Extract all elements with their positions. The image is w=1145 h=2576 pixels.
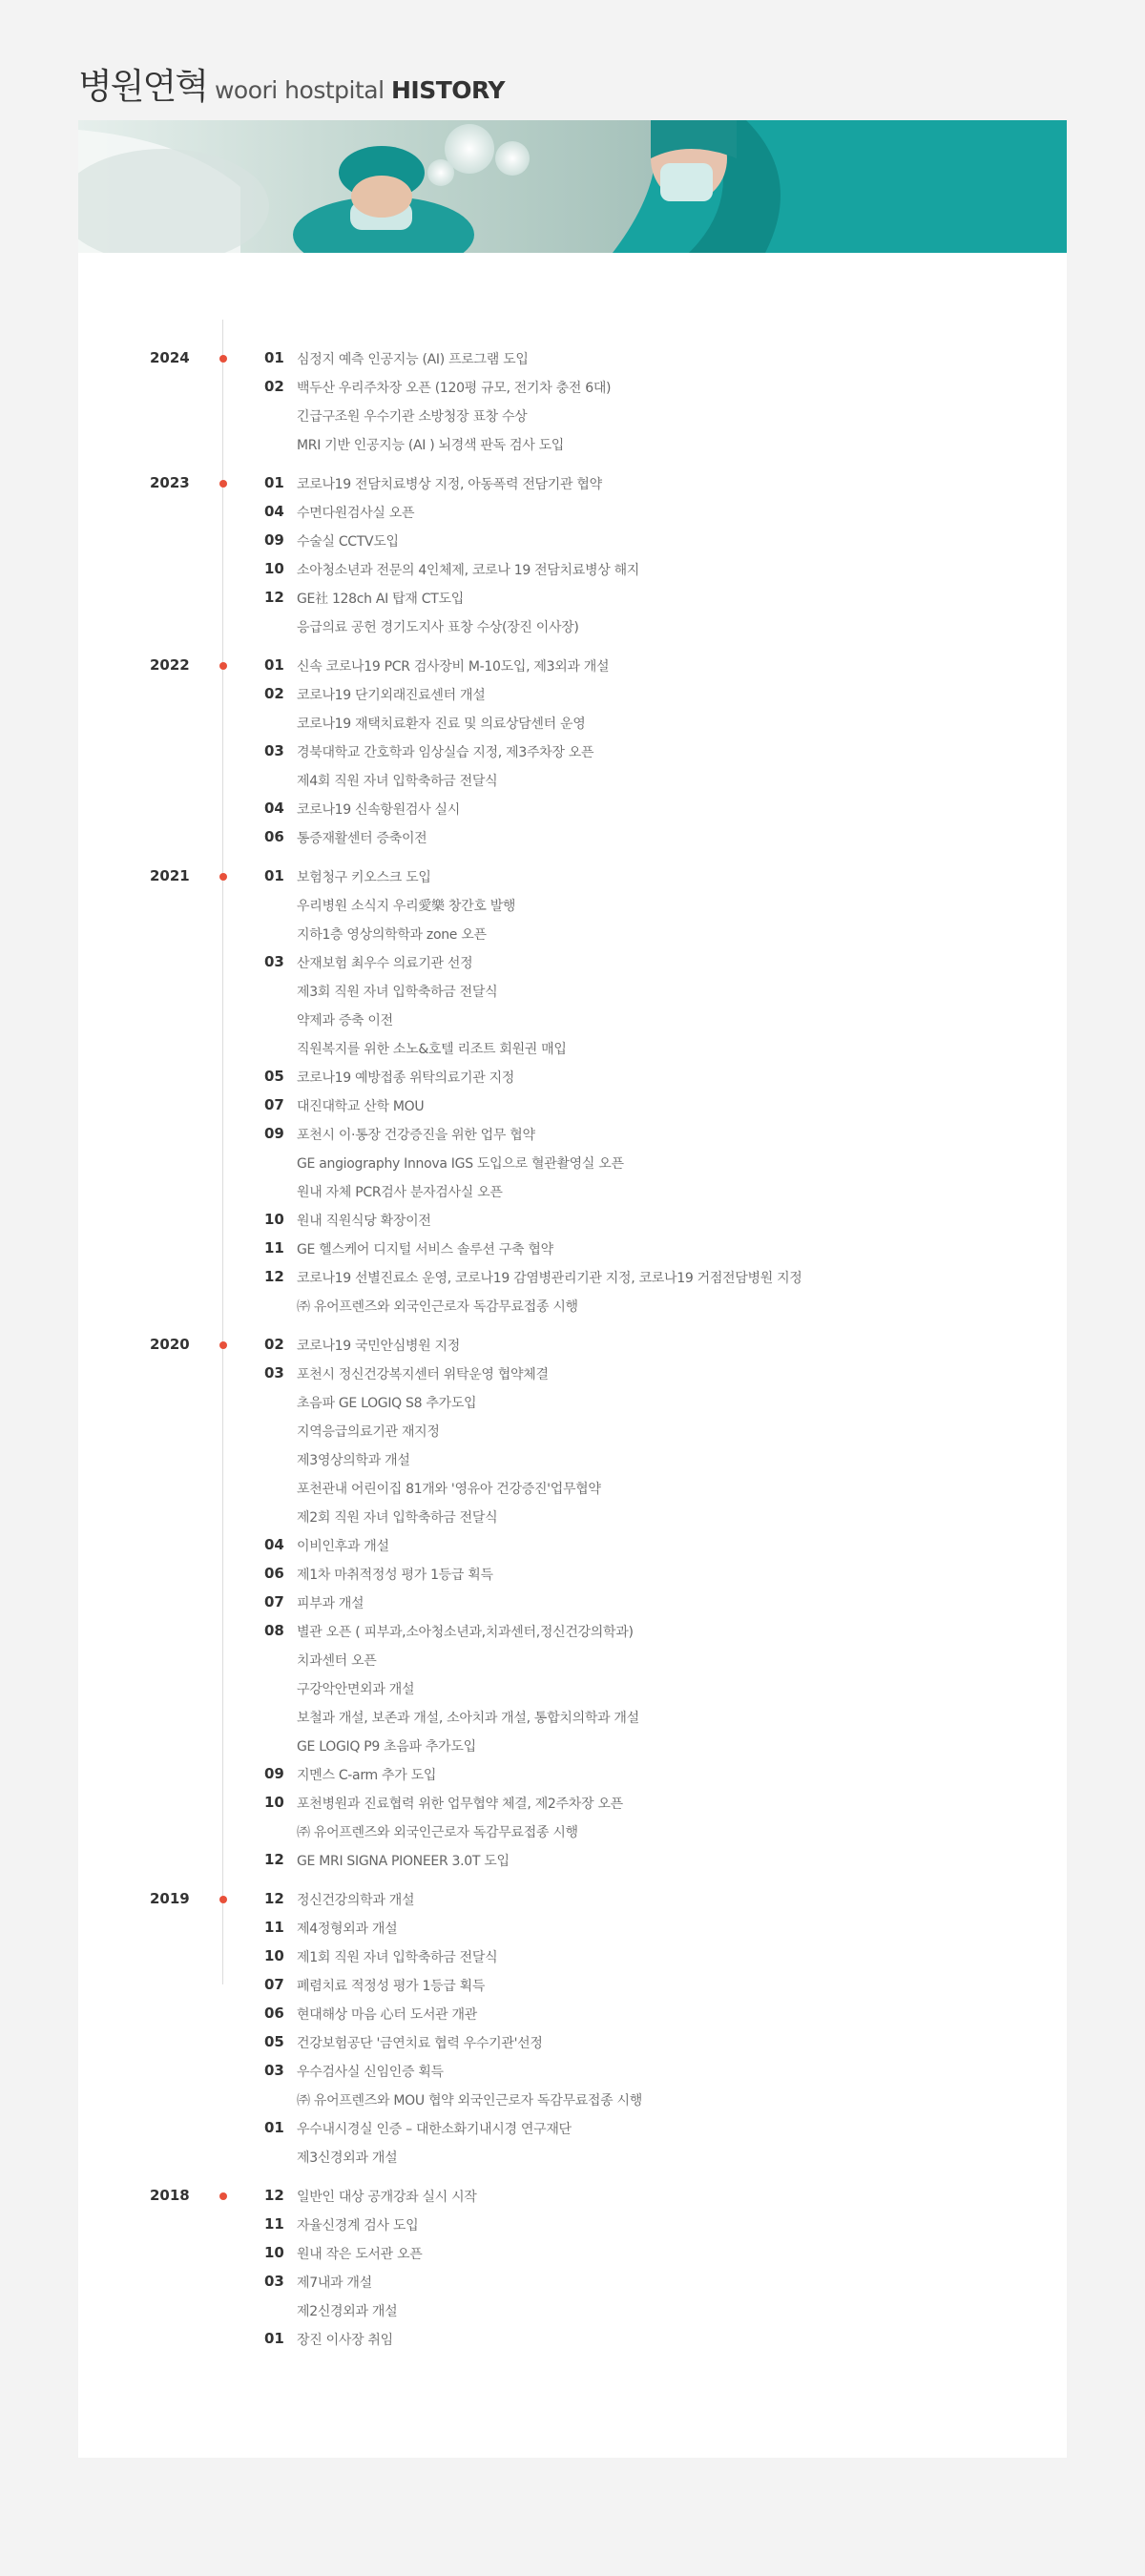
history-text: 원내 자체 PCR검사 분자검사실 오픈: [297, 1185, 503, 1200]
history-text: GE LOGIQ P9 초음파 추가도입: [297, 1739, 476, 1755]
history-month: 06: [264, 2005, 284, 2022]
history-row: [0, 1731, 1145, 1759]
timeline-dot: [219, 662, 227, 670]
history-month: 02: [264, 685, 284, 702]
history-text: 지역응급의료기관 재지정: [297, 1424, 440, 1440]
history-row: [0, 1788, 1145, 1817]
history-text: GE社 128ch AI 탑재 CT도입: [297, 592, 464, 607]
history-text: 피부과 개설: [297, 1596, 364, 1611]
history-text: 제2회 직원 자녀 입학축하금 전달식: [297, 1510, 498, 1526]
history-year: 2018: [150, 2187, 190, 2204]
history-row: [0, 1330, 1145, 1359]
banner-image: [78, 120, 1067, 253]
history-row: [0, 1759, 1145, 1788]
history-row: [0, 1005, 1145, 1033]
history-row: [0, 1616, 1145, 1645]
history-text: ㈜ 유어프렌즈와 MOU 협약 외국인근로자 독감무료접종 시행: [297, 2093, 642, 2109]
history-row: [0, 2296, 1145, 2324]
history-text: 제7내과 개설: [297, 2275, 372, 2291]
history-year: 2022: [150, 656, 190, 674]
history-text: 코로나19 신속항원검사 실시: [297, 802, 460, 818]
history-month: 03: [264, 1364, 284, 1381]
history-row: [0, 1884, 1145, 1913]
history-row: [0, 2027, 1145, 2056]
history-text: 일반인 대상 공개강좌 실시 시작: [297, 2190, 477, 2205]
history-month: 01: [264, 867, 284, 884]
history-month: 05: [264, 2033, 284, 2050]
history-month: 01: [264, 349, 284, 366]
history-text: 통증재활센터 증축이전: [297, 831, 427, 846]
history-text: 제2신경외과 개설: [297, 2304, 398, 2319]
history-row: [0, 1673, 1145, 1702]
history-text: 제3회 직원 자녀 입학축하금 전달식: [297, 985, 498, 1000]
history-row: [0, 2113, 1145, 2142]
history-row: [0, 497, 1145, 526]
history-text: 현대해상 마음 心터 도서관 개관: [297, 2007, 477, 2023]
history-row: [0, 822, 1145, 851]
history-row: [0, 554, 1145, 583]
history-text: 제1회 직원 자녀 입학축하금 전달식: [297, 1950, 498, 1965]
history-month: 01: [264, 656, 284, 674]
history-text: 별관 오픈 ( 피부과,소아청소년과,치과센터,정신건강의학과): [297, 1625, 634, 1640]
history-text: 직원복지를 위한 소노&호텔 리조트 회원권 매입: [297, 1042, 567, 1057]
history-text: 포천병원과 진료협력 위한 업무협약 체결, 제2주차장 오픈: [297, 1797, 623, 1812]
history-text: 코로나19 예방접종 위탁의료기관 지정: [297, 1070, 515, 1086]
surgery-scene-illustration: [78, 120, 1067, 253]
history-row: [0, 1530, 1145, 1559]
history-year: 2023: [150, 474, 190, 491]
history-row: [0, 1913, 1145, 1942]
history-row: [0, 2324, 1145, 2353]
history-text: 대진대학교 산학 MOU: [297, 1099, 425, 1114]
history-text: 초음파 GE LOGIQ S8 추가도입: [297, 1396, 477, 1411]
history-text: GE MRI SIGNA PIONEER 3.0T 도입: [297, 1854, 510, 1869]
history-text: 코로나19 재택치료환자 진료 및 의료상담센터 운영: [297, 717, 586, 732]
history-month: 05: [264, 1068, 284, 1085]
history-text: MRI 기반 인공지능 (AI ) 뇌경색 판독 검사 도입: [297, 438, 565, 453]
history-text: 수술실 CCTV도입: [297, 534, 399, 550]
history-row: [0, 1148, 1145, 1176]
history-row: [0, 1416, 1145, 1444]
history-month: 01: [264, 474, 284, 491]
history-row: [0, 737, 1145, 765]
history-text: 소아청소년과 전문의 4인체제, 코로나 19 전담치료병상 해지: [297, 563, 640, 578]
history-row: [0, 583, 1145, 612]
history-month: 06: [264, 828, 284, 845]
history-text: 폐렴치료 적정성 평가 1등급 획득: [297, 1979, 486, 1994]
history-text: 응급의료 공헌 경기도지사 표창 수상(장진 이사장): [297, 620, 579, 635]
history-month: 12: [264, 1268, 284, 1285]
history-month: 03: [264, 742, 284, 759]
history-year: 2020: [150, 1336, 190, 1353]
timeline-dot: [219, 873, 227, 881]
history-row: [0, 1091, 1145, 1119]
history-row: [0, 1473, 1145, 1502]
history-text: 포천시 이·통장 건강증진을 위한 업무 협약: [297, 1128, 535, 1143]
history-row: [0, 2181, 1145, 2210]
history-year: 2019: [150, 1890, 190, 1907]
history-text: 우리병원 소식지 우리愛樂 창간호 발행: [297, 899, 516, 914]
history-month: 06: [264, 1565, 284, 1582]
history-text: 우수검사실 신임인증 획득: [297, 2065, 444, 2080]
history-row: [0, 1062, 1145, 1091]
page-header: [78, 57, 505, 109]
history-row: [0, 651, 1145, 679]
history-month: 12: [264, 2187, 284, 2204]
history-text: 지멘스 C-arm 추가 도입: [297, 1768, 437, 1783]
timeline-dot: [219, 480, 227, 488]
history-month: 03: [264, 2273, 284, 2290]
history-text: 경북대학교 간호학과 임상실습 지정, 제3주차장 오픈: [297, 745, 594, 760]
history-row: [0, 890, 1145, 919]
history-year: 2024: [150, 349, 190, 366]
history-row: [0, 1970, 1145, 1999]
history-text: 코로나19 선별진료소 운영, 코로나19 감염병관리기관 지정, 코로나19 거점전담병원 지정: [297, 1271, 802, 1286]
subtitle-light: woori hostpital: [214, 76, 385, 104]
history-text: 제3신경외과 개설: [297, 2150, 398, 2166]
history-row: [0, 1444, 1145, 1473]
history-month: 02: [264, 378, 284, 395]
history-month: 12: [264, 1851, 284, 1868]
history-row: [0, 1291, 1145, 1319]
history-row: [0, 343, 1145, 372]
history-row: [0, 1387, 1145, 1416]
history-month: 04: [264, 503, 284, 520]
history-month: 10: [264, 560, 284, 577]
subtitle-bold: HISTORY: [390, 76, 506, 104]
history-month: 01: [264, 2330, 284, 2347]
history-row: [0, 1205, 1145, 1234]
history-text: 원내 직원식당 확장이전: [297, 1214, 431, 1229]
history-text: 약제과 증축 이전: [297, 1013, 393, 1028]
page-title: 병원연혁: [78, 66, 207, 107]
history-row: [0, 765, 1145, 794]
history-text: 건강보험공단 '금연치료 협력 우수기관'선정: [297, 2036, 543, 2051]
history-text: GE 헬스케어 디지털 서비스 솔루션 구축 협약: [297, 1242, 553, 1257]
history-text: 지하1층 영상의학학과 zone 오픈: [297, 927, 487, 943]
history-row: [0, 1176, 1145, 1205]
history-text: 제1차 마취적정성 평가 1등급 획득: [297, 1568, 493, 1583]
history-row: [0, 2056, 1145, 2085]
history-text: 수면다원검사실 오픈: [297, 506, 415, 521]
history-text: ㈜ 유어프렌즈와 외국인근로자 독감무료접종 시행: [297, 1299, 578, 1315]
history-row: [0, 1645, 1145, 1673]
history-month: 01: [264, 2119, 284, 2136]
history-row: [0, 919, 1145, 947]
history-month: 04: [264, 1536, 284, 1553]
history-month: 11: [264, 1919, 284, 1936]
history-text: 제3영상의학과 개설: [297, 1453, 410, 1468]
history-month: 09: [264, 531, 284, 549]
history-row: [0, 2267, 1145, 2296]
history-text: 우수내시경실 인증 – 대한소화기내시경 연구재단: [297, 2122, 572, 2137]
history-text: 이비인후과 개설: [297, 1539, 389, 1554]
history-month: 10: [264, 2244, 284, 2261]
history-row: [0, 1502, 1145, 1530]
history-row: [0, 468, 1145, 497]
history-month: 09: [264, 1765, 284, 1782]
history-text: 심정지 예측 인공지능 (AI) 프로그램 도입: [297, 352, 529, 367]
history-text: 정신건강의학과 개설: [297, 1893, 415, 1908]
history-month: 07: [264, 1976, 284, 1993]
history-text: ㈜ 유어프렌즈와 외국인근로자 독감무료접종 시행: [297, 1825, 578, 1840]
history-row: [0, 2210, 1145, 2238]
history-text: 장진 이사장 취임: [297, 2333, 393, 2348]
history-row: [0, 862, 1145, 890]
history-row: [0, 1817, 1145, 1845]
history-row: [0, 947, 1145, 976]
history-text: 코로나19 국민안심병원 지정: [297, 1339, 460, 1354]
history-row: [0, 1845, 1145, 1874]
history-month: 02: [264, 1336, 284, 1353]
history-month: 10: [264, 1947, 284, 1964]
timeline-dot: [219, 2192, 227, 2200]
history-row: [0, 1262, 1145, 1291]
history-month: 04: [264, 800, 284, 817]
history-row: [0, 372, 1145, 401]
history-text: 산재보험 최우수 의료기관 선정: [297, 956, 473, 971]
history-text: 포천시 정신건강복지센터 위탁운영 협약체결: [297, 1367, 549, 1382]
history-text: 제4정형외과 개설: [297, 1922, 398, 1937]
history-text: 코로나19 단기외래진료센터 개설: [297, 688, 486, 703]
history-text: 구강악안면외과 개설: [297, 1682, 415, 1697]
history-row: [0, 526, 1145, 554]
history-row: [0, 1999, 1145, 2027]
history-text: 긴급구조원 우수기관 소방청장 표창 수상: [297, 409, 528, 425]
history-month: 09: [264, 1125, 284, 1142]
timeline-dot: [219, 355, 227, 363]
history-text: 보험청구 키오스크 도입: [297, 870, 431, 885]
history-row: [0, 612, 1145, 640]
history-row: [0, 1033, 1145, 1062]
history-text: 보철과 개설, 보존과 개설, 소아치과 개설, 통합치의학과 개설: [297, 1711, 639, 1726]
history-row: [0, 1559, 1145, 1588]
history-row: [0, 2142, 1145, 2171]
history-text: 자율신경계 검사 도입: [297, 2218, 419, 2233]
timeline-dot: [219, 1896, 227, 1903]
history-row: [0, 2238, 1145, 2267]
history-month: 08: [264, 1622, 284, 1639]
history-row: [0, 1942, 1145, 1970]
timeline-dot: [219, 1341, 227, 1349]
history-row: [0, 679, 1145, 708]
history-row: [0, 401, 1145, 429]
history-month: 11: [264, 2215, 284, 2233]
history-row: [0, 708, 1145, 737]
history-text: 제4회 직원 자녀 입학축하금 전달식: [297, 774, 498, 789]
history-row: [0, 1359, 1145, 1387]
history-month: 07: [264, 1593, 284, 1610]
history-row: [0, 1588, 1145, 1616]
history-text: 포천관내 어린이집 81개와 '영유아 건강증진'업무협약: [297, 1482, 601, 1497]
history-month: 12: [264, 1890, 284, 1907]
history-month: 12: [264, 589, 284, 606]
history-text: 신속 코로나19 PCR 검사장비 M-10도입, 제3외과 개설: [297, 659, 610, 675]
history-row: [0, 794, 1145, 822]
history-row: [0, 1234, 1145, 1262]
history-month: 10: [264, 1794, 284, 1811]
history-row: [0, 1702, 1145, 1731]
history-text: 원내 작은 도서관 오픈: [297, 2247, 423, 2262]
history-month: 07: [264, 1096, 284, 1113]
history-row: [0, 2085, 1145, 2113]
history-month: 03: [264, 953, 284, 970]
history-row: [0, 976, 1145, 1005]
history-month: 10: [264, 1211, 284, 1228]
history-row: [0, 1119, 1145, 1148]
history-month: 11: [264, 1239, 284, 1257]
history-text: GE angiography Innova IGS 도입으로 혈관촬영실 오픈: [297, 1156, 624, 1172]
page-subtitle: [215, 76, 505, 104]
history-text: 코로나19 전담치료병상 지정, 아동폭력 전담기관 협약: [297, 477, 602, 492]
history-month: 03: [264, 2062, 284, 2079]
history-row: [0, 429, 1145, 458]
history-text: 백두산 우리주차장 오픈 (120평 규모, 전기차 충전 6대): [297, 381, 612, 396]
history-year: 2021: [150, 867, 190, 884]
history-text: 치과센터 오픈: [297, 1653, 377, 1669]
